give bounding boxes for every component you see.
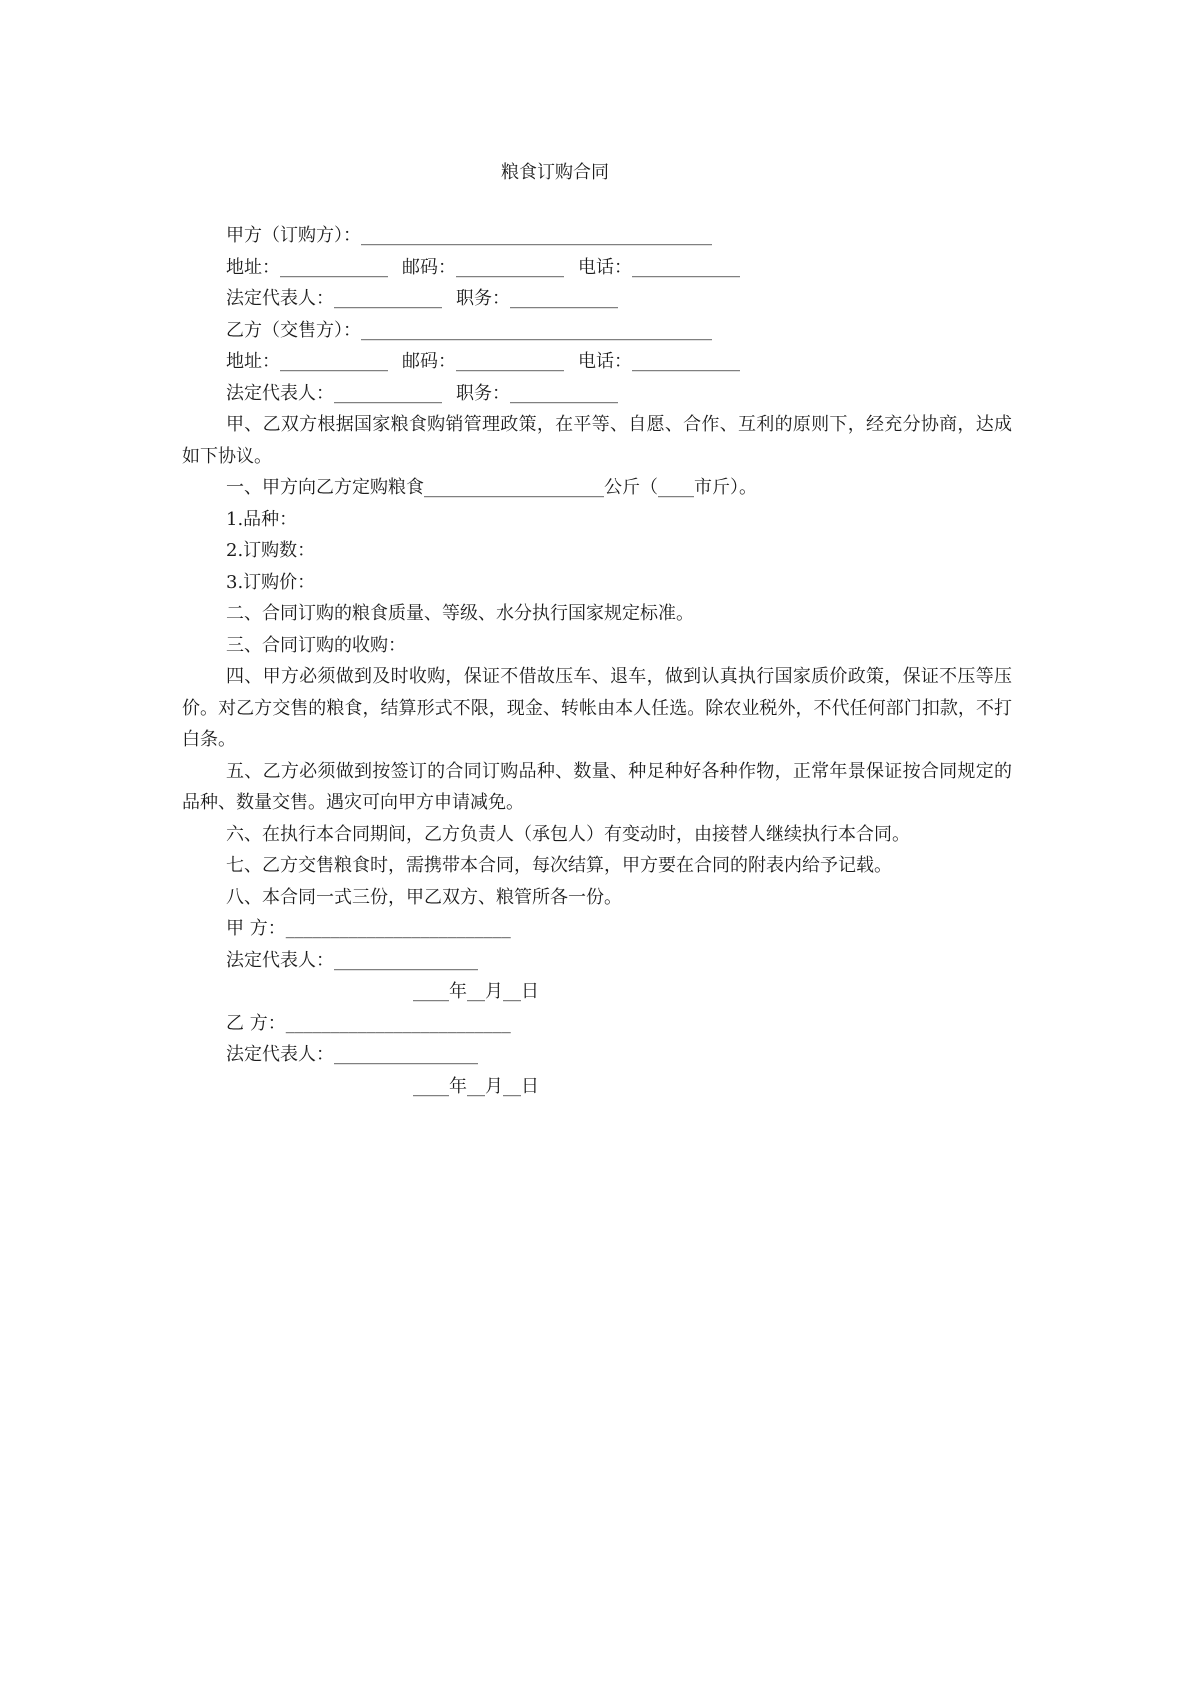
clause-5: 五、乙方必须做到按签订的合同订购品种、数量、种足种好各种作物，正常年景保证按合同规定的品种、数量交售。遇灾可向甲方申请减免。	[182, 760, 1012, 813]
party-b-rep: 法定代表人：____________	[226, 382, 442, 404]
signature-party-b-date: ____年__月__日	[413, 1075, 539, 1097]
party-a-rep: 法定代表人：____________	[226, 288, 442, 309]
signature-party-a: 甲 方：_________________________	[226, 918, 511, 939]
signature-party-b-rep: 法定代表人：________________	[226, 1044, 478, 1065]
preamble-paragraph: 甲、乙双方根据国家粮食购销管理政策，在平等、自愿、合作、互利的原则下，经充分协商，达成如下协议。	[182, 414, 1012, 467]
clause-8: 八、本合同一式三份，甲乙双方、粮管所各一份。	[226, 886, 622, 908]
document-title: 粮食订购合同	[501, 162, 609, 183]
party-b-contact-line	[182, 346, 1012, 378]
party-a-title: 职务：____________	[456, 288, 618, 309]
party-a-postcode: 邮码：____________	[402, 256, 564, 278]
party-a-address: 地址：____________	[226, 256, 388, 278]
clause-6: 六、在执行本合同期间，乙方负责人（承包人）有变动时，由接替人继续执行本合同。	[226, 823, 910, 845]
clause-1: 一、甲方向乙方定购粮食____________________公斤（____市斤）。	[226, 477, 757, 498]
signature-party-a-date: ____年__月__日	[413, 981, 539, 1002]
party-a-rep-line	[182, 283, 1012, 315]
clause-2: 二、合同订购的粮食质量、等级、水分执行国家规定标准。	[226, 603, 694, 624]
signature-party-b: 乙 方：_________________________	[226, 1012, 511, 1034]
party-b-name-line: 乙方（交售方）：_______________________________________	[226, 319, 712, 341]
clause-3: 三、合同订购的收购：	[226, 634, 406, 656]
party-b-address: 地址：____________	[226, 351, 388, 372]
clause-1-item-quantity: 2.订购数：	[226, 540, 316, 561]
contract-body	[182, 220, 1012, 1102]
clause-1-item-variety: 1.品种：	[226, 508, 298, 530]
party-b-phone: 电话：____________	[578, 351, 740, 372]
party-a-name-line: 甲方（订购方）：_______________________________________	[226, 225, 712, 246]
clause-1-item-price: 3.订购价：	[226, 571, 316, 593]
party-b-rep-line	[182, 378, 1012, 410]
signature-party-a-rep: 法定代表人：________________	[226, 949, 478, 971]
party-b-postcode: 邮码：____________	[402, 351, 564, 372]
party-b-title: 职务：____________	[456, 382, 618, 404]
party-a-contact-line	[182, 252, 1012, 284]
party-a-phone: 电话：____________	[578, 256, 740, 278]
clause-7: 七、乙方交售粮食时，需携带本合同，每次结算，甲方要在合同的附表内给予记载。	[226, 855, 892, 876]
clause-4: 四、甲方必须做到及时收购，保证不借故压车、退车，做到认真执行国家质价政策，保证不压等压价。对乙方交售的粮食，结算形式不限，现金、转帐由本人任选。除农业税外，不代任何部门扣款，不打白条。	[182, 666, 1012, 750]
